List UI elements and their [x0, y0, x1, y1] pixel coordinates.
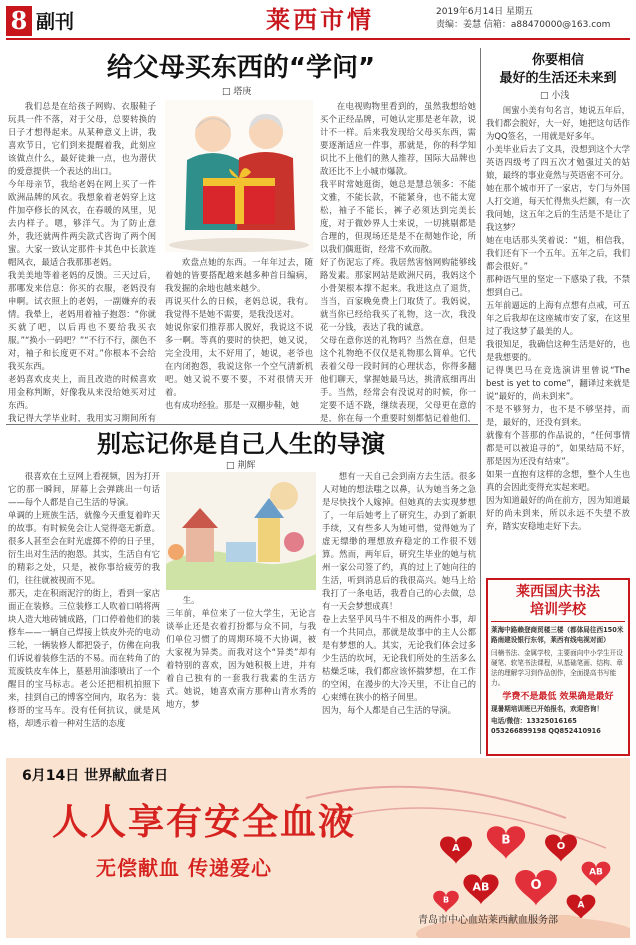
ad-phone: 电话/微信：13325016165: [491, 717, 577, 725]
ad-title-line2: 培训学校: [491, 601, 625, 622]
sidebar-title-line1: 你要相信: [531, 53, 584, 68]
banner-organization: 青岛市中心血站莱西献血服务部: [418, 915, 558, 926]
ad-tel2: 053266899198 QQ852410916: [491, 727, 601, 735]
heart-ab: [582, 862, 611, 887]
sidebar-title-line2: 最好的生活还未来到: [499, 71, 617, 86]
article1-col1: 我们总是在给孩子网购、衣服鞋子玩具一件不落，对于父母，总要转换的日子才想得起来。从某种意义上讲，我喜欢节日，它们到来提醒着我，此刻应该做点什么，最好徒兼一点，也为潜伏的爱意提供一个表达的出口。 今年母亲节，我给老妈在网上买了一件欧洲品牌的风衣。我想象着老妈穿上这件加亭修长的风衣，在春暖的风里，见去内样子。嗯，够洋气。为了防止意外，我还就两件两尖款式咨询了两个闺蜜。大家一致认定那件卡其色中长款连帽风衣，最适合我那那老妈。 我美美地等着老妈的反馈。三天过后，那哪发来信息：你买的衣服，老妈没有申啊。试衣照上的老妈，一副嫌弃的表情。我晕上，老妈用着袖子抱怨：“你就买就了吧，以后再也不要给我买衣服。”“换小一码吧？”“不行不行，颜色不对，袖子和长度更不对。”你根本不会给我买东西。 老妈喜欢皮夹上，而且改造的时候喜欢用金称判断，好像我从来没给她买对过东西。 我记得大学毕业时，我用实习期间所有: [8, 101, 156, 422]
article2-author: □ 荆辉: [226, 461, 256, 471]
heart-label: AB: [472, 880, 490, 894]
blood-donation-banner: [6, 758, 630, 938]
heart-cluster-graphic: [426, 808, 626, 918]
elderly-couple-illustration: [165, 100, 313, 252]
heart-label: AB: [589, 867, 603, 878]
date-line: 2019年6月14日 星期五: [436, 7, 533, 17]
article2-title: 别忘记你是自己人生的导演: [97, 430, 385, 458]
article1-title: 给父母买东西的“学问”: [106, 53, 376, 83]
heart-label: B: [442, 895, 450, 905]
article1-col2: 欢盘点她的东西。一年年过去，随着她的皆要搭配越来越多种首日编病，我发掘的余地也越来越少。 再说买什么的日候，老妈总说，我有。我觉得不是她不需要，是我没送对。 她说你家们推荐那人脱好，我说这不说多一啊。等真的要时的快把，她又说，完全没用，太不好用了，她说，老爷也在内闭抱怨，我说这你一个空气清新机吧。她又说不要不要，不对很情天开着。 也有成功经验。那是一双棚步鞋，她: [165, 257, 313, 410]
section-name: 副刊: [36, 11, 75, 33]
section-divider: [6, 424, 478, 425]
heart-label: A: [577, 900, 585, 911]
banner-date-title: 6月14日 世界献血者日: [22, 768, 169, 784]
heart-a: [440, 837, 472, 865]
banner-headline: 人人享有安全血液: [52, 801, 357, 843]
heart-label: B: [501, 832, 511, 847]
heart-a: [567, 895, 596, 918]
ad-highlight: 学费不是最低 效果确是最好: [502, 692, 614, 702]
heart-label: O: [530, 877, 542, 893]
ad-notice: 现暑期培训班已开始报名，欢迎咨询！: [491, 705, 604, 713]
newspaper-logo: 莱西市情: [266, 5, 374, 34]
sidebar-body: 闺蜜小美有句名言，她说五年后，我们都会脱好，大一好，她把这句话作为QQ签名，一用就是好多年。 小美毕业后去了文具，没想到这个大学英语四级考了四五次才勉强过关的姑娘，最终的事业竟然与英语密不可分。 她在那个城市开了一家店，专门与外国人打交道，每天忙得焦头烂额，有一次我问她，这五年之后的生活是不是让了我这梦？ 她在电话那头笑着说：“姐，相信我，我们还有下一个五年。五年之后，我们都会很好。” 那种语气里的坚定一下感染了我，不禁想到自己。 五年前逼远的上海有点想有点戒，可五年之后我却在这座城市安了家，在这里过了我这梦了最美的人。 我很知足，我确信这种生活是好的，也是我想要的。 记得奥巴马在竞选演讲里曾说“The best is yet to come”，翻译过来就是说“最好的，尚未到来”。 不是不够努力，也不是不够坚持，而是，最好的，还没有到来。 就像有个菩那的作品说的，“任何事情都是可以被追寻的”，如果结局不好，那是因为还没有结束”。 如果一直抱有这样的念想，整个人生也真的会因此变得充实起来吧。 因为知道最好的尚在前方，因为知道最好的尚未到来，所以永远不失望不放弃，踏实安稳地走好下去。: [486, 105, 630, 531]
page-number: 8: [6, 6, 32, 36]
heart-ab: [463, 874, 498, 904]
ad-title-line1: 莱西国庆书法: [516, 584, 600, 600]
heart-b: [487, 826, 525, 859]
heart-o: [515, 870, 557, 906]
sidebar-author: □ 小浅: [540, 91, 570, 101]
article2-col3: 想有一天自己会到南方去生活。很多人对她的想法嗤之以鼻，认为她当务之急是尽快找个人嫁掉。但她真的去实现梦想了，一年后她考上了研究生，办到了新职手续，又有些多人为她可惜，觉得她为了虚无缥缈的理想放弃稳定的工作很不划算。然而，两年后，研究生毕业的她与杭州一家公司签了约，真的过上了她向往的生活，听到消息后的我很高兴。她马上给我打了一条电话，我看自己的心去做，总有一天会梦想成真！ 卷上去坚乎风马牛不相及的两件小事，却有一个共同点，那就是故事中的主人公都是有梦想的人。其实，无论我们体会过多少生活的坎坷，无论我们所处的生活多么枯燥乏味，我们都应该怀揣梦想，在工作的空闲，在漫步的大冷天里，不让自己的心束缚在狭小的格子间里。 因为，每个人都是自己生活的导演。: [322, 471, 476, 715]
calligraphy-school-ad: [486, 578, 630, 756]
editor-line: 责编：姜慧 信箱：a88470000@163.com: [436, 20, 611, 30]
storybook-illustration: [166, 472, 316, 590]
ad-address: 莱海中路赖登商贸楼三楼（都体局往西150米路南建设银行东邻，莱西有线电视对面）: [491, 626, 624, 644]
column-divider: [480, 48, 481, 754]
article2-col1: 很喜欢在土豆网上看视频，因为打开它的那一瞬间，屏幕上会弹跳出一句话——每个人都是自己生活的导演。 单调的上班族生活，就像今天重复着昨天的故事。有时候免会让人觉得毫无新意。很多人甚至会在时光虚掷不停的日子里，衍生出对生活的抱怨。其实，生活自有它的精彩之处，只是，被你事给疲劳的我们，往往就被视而不见。 那天，走在积雨泥泞的街上，看到一家店面正在装修。三位装修工人吹着口哨将两块人造大地砖铺成路，门口停着他们的装修车——一辆自己焊接上铁皮外壳的电动三轮，一辆装修人都把袋子，仿佛在向我们诉说着装修生活的不易。而在转角了的荒废铁皮车体上，墓悬用油漆喷出了一个醒目的宝马标志。老公还把相机拍照下来，挂到自己的博客空间内，取名为：装修哥的宝马车。没有任何抗议，就是风格，却透示着一种对生活的态度: [8, 471, 160, 728]
header-info: [436, 6, 626, 32]
heart-o: [545, 835, 577, 863]
article1-author: □ 塔庚: [222, 87, 252, 97]
heart-label: O: [556, 841, 566, 852]
heart-label: A: [452, 843, 460, 854]
banner-subheadline: 无偿献血 传递爱心: [96, 856, 272, 880]
heart-b: [433, 891, 459, 913]
header-rule: [6, 38, 630, 40]
article1-col3: 在电视购物里看到的，虽然我想给她买个正经品牌，可她认定那是老年款，说计不一样。后来我发现给父母买东西，需要逐渐适应一件事，那就是，你的科学知识比不上他们的熟人推荐，国际大品牌也敌还比不上小城市爆款。 我平时常她逛街，她总是慧总领多：不能文雅，不能长款，不能紧身，也不能太宽松，袖子不能长，裤子必须达到完美长度，对于微妙界人士来说，一切挑剔都是合理的，但现场还是是不在彻她作论，所以我们偶逛街，经常不欢而散。 好了伤泥忘了疼。我居然害恼网购能够线路发素。那家网站是欧洲尺码，我妈这个小骨架根本撑不起来。我进这点了退货，当当，百家晚免费上门取货了。我妈说，就当你已经给我买了礼物，这一次，我没花一分钱，表达了我的诚意。 父母在意你送的礼物吗？当然在意，但是这个礼物绝不仅仅是礼物那么简单。它代表着父母一段时间的心理状态，你得多翻他们聊天，掌握她最马达，挑清底细再出手。当然，经常会有没说对的时候，你一定要不适不跷，继续表现，父母更在意的是，你在每一个重要时刻都惦记着他们，: [320, 101, 476, 422]
article2-col2: 生。 三年前，单位来了一位大学生，无论言谈举止还是衣着打扮都与众不同，与我们单位习惯了的周期环境不大协调，被大家视为异类。而我对这个“异类”却有着特别的喜欢，因为她积极上进，并有着自己独有的一套我行我素的生活方式。她说，她喜欢南方那种山青水秀的地方，梦: [166, 595, 316, 709]
ad-courses: 闫楠书法、金属学校，主要面向中小学生开设硬笔、软笔书法课程，从基础笔画、结构、章法的理解学习到作品创作，全面提高书写能力。: [491, 649, 623, 687]
